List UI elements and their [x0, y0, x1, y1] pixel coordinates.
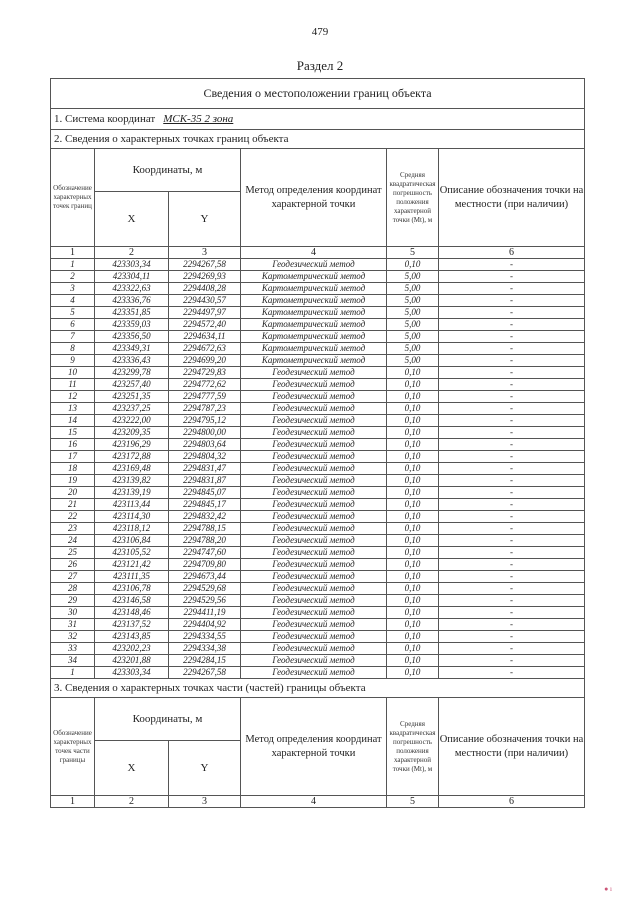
- method: Картометрический метод: [241, 319, 387, 331]
- point-number: 26: [51, 559, 95, 571]
- error: 0,10: [387, 523, 439, 535]
- coord-y: 2294529,68: [169, 583, 241, 595]
- method: Картометрический метод: [241, 355, 387, 367]
- section-title: Раздел 2: [296, 58, 344, 73]
- table-row: [51, 547, 585, 559]
- error: 0,10: [387, 463, 439, 475]
- error: 5,00: [387, 355, 439, 367]
- method: Картометрический метод: [241, 271, 387, 283]
- error: 0,10: [387, 655, 439, 667]
- description: -: [439, 415, 585, 427]
- column-numbers-row: [51, 247, 585, 259]
- error: 0,10: [387, 559, 439, 571]
- error: 0,10: [387, 367, 439, 379]
- coord-x: 423336,43: [95, 355, 169, 367]
- description: -: [439, 643, 585, 655]
- point-number: 4: [51, 295, 95, 307]
- error: 5,00: [387, 319, 439, 331]
- coord-system-row: [51, 109, 585, 130]
- table-row: [51, 343, 585, 355]
- description: -: [439, 619, 585, 631]
- error: 5,00: [387, 271, 439, 283]
- method: Геодезический метод: [241, 547, 387, 559]
- point-number: 34: [51, 655, 95, 667]
- point-number: 33: [51, 643, 95, 655]
- point-number: 28: [51, 583, 95, 595]
- description: -: [439, 667, 585, 679]
- coord-y: 2294672,63: [169, 343, 241, 355]
- table-row: [51, 403, 585, 415]
- coord-y: 2294269,93: [169, 271, 241, 283]
- description: -: [439, 307, 585, 319]
- point-number: 32: [51, 631, 95, 643]
- column-number: 4: [241, 247, 387, 259]
- corner-mark: ● ı: [604, 885, 612, 893]
- method: Геодезический метод: [241, 511, 387, 523]
- coord-x: 423257,40: [95, 379, 169, 391]
- error: 0,10: [387, 379, 439, 391]
- table-row: [51, 559, 585, 571]
- description: -: [439, 367, 585, 379]
- description: -: [439, 331, 585, 343]
- coord-y: 2294411,19: [169, 607, 241, 619]
- error: 0,10: [387, 511, 439, 523]
- table-row: [51, 511, 585, 523]
- description: -: [439, 463, 585, 475]
- coord-x: 423106,78: [95, 583, 169, 595]
- table-row: [51, 571, 585, 583]
- coord-y: 2294831,47: [169, 463, 241, 475]
- point-number: 15: [51, 427, 95, 439]
- description: -: [439, 559, 585, 571]
- coord-y: 2294845,17: [169, 499, 241, 511]
- coord-y: 2294747,60: [169, 547, 241, 559]
- method: Геодезический метод: [241, 607, 387, 619]
- description: -: [439, 547, 585, 559]
- point-number: 20: [51, 487, 95, 499]
- error: 0,10: [387, 391, 439, 403]
- coord-x: 423139,19: [95, 487, 169, 499]
- header-description: Описание обозначения точки на местности (при наличии): [439, 698, 585, 796]
- method: Геодезический метод: [241, 463, 387, 475]
- method: Геодезический метод: [241, 631, 387, 643]
- description: -: [439, 295, 585, 307]
- description: -: [439, 451, 585, 463]
- error: 0,10: [387, 487, 439, 499]
- header-y: Y: [169, 741, 241, 796]
- point-number: 25: [51, 547, 95, 559]
- coord-y: 2294699,20: [169, 355, 241, 367]
- header-method: Метод определения координат характерной точки: [241, 698, 387, 796]
- error: 0,10: [387, 499, 439, 511]
- table-row: [51, 463, 585, 475]
- coord-y: 2294334,55: [169, 631, 241, 643]
- point-number: 9: [51, 355, 95, 367]
- method: Геодезический метод: [241, 379, 387, 391]
- point-number: 1: [51, 667, 95, 679]
- error: 0,10: [387, 451, 439, 463]
- coord-x: 423336,76: [95, 295, 169, 307]
- table-row: [51, 595, 585, 607]
- coord-y: 2294267,58: [169, 667, 241, 679]
- coord-x: 423209,35: [95, 427, 169, 439]
- coord-x: 423146,58: [95, 595, 169, 607]
- method: Картометрический метод: [241, 331, 387, 343]
- method: Картометрический метод: [241, 343, 387, 355]
- table-row: [51, 259, 585, 271]
- coord-y: 2294529,56: [169, 595, 241, 607]
- coord-x: 423196,29: [95, 439, 169, 451]
- method: Геодезический метод: [241, 403, 387, 415]
- column-number: 2: [95, 247, 169, 259]
- table-row: [51, 295, 585, 307]
- description: -: [439, 391, 585, 403]
- header-method: Метод определения координат характерной точки: [241, 149, 387, 247]
- coord-y: 2294831,87: [169, 475, 241, 487]
- coord-y: 2294729,83: [169, 367, 241, 379]
- method: Геодезический метод: [241, 523, 387, 535]
- column-number: 6: [439, 796, 585, 808]
- coord-x: 423121,42: [95, 559, 169, 571]
- header-error: Средняя квадратическая погрешность положения характерной точки (Mt), м: [387, 698, 439, 796]
- table-row: [51, 391, 585, 403]
- coord-y: 2294788,15: [169, 523, 241, 535]
- description: -: [439, 355, 585, 367]
- description: -: [439, 535, 585, 547]
- point-number: 14: [51, 415, 95, 427]
- coord-x: 423111,35: [95, 571, 169, 583]
- coord-y: 2294408,28: [169, 283, 241, 295]
- coord-x: 423222,00: [95, 415, 169, 427]
- error: 5,00: [387, 295, 439, 307]
- header-x: X: [95, 741, 169, 796]
- point-number: 29: [51, 595, 95, 607]
- coord-x: 423201,88: [95, 655, 169, 667]
- column-number: 2: [95, 796, 169, 808]
- table-row: [51, 475, 585, 487]
- coord-y: 2294788,20: [169, 535, 241, 547]
- description: -: [439, 319, 585, 331]
- table-row: [51, 331, 585, 343]
- table-row: [51, 631, 585, 643]
- point-number: 5: [51, 307, 95, 319]
- method: Геодезический метод: [241, 259, 387, 271]
- method: Геодезический метод: [241, 415, 387, 427]
- method: Геодезический метод: [241, 427, 387, 439]
- point-number: 23: [51, 523, 95, 535]
- method: Картометрический метод: [241, 283, 387, 295]
- point-number: 18: [51, 463, 95, 475]
- point-number: 3: [51, 283, 95, 295]
- coord-y: 2294803,64: [169, 439, 241, 451]
- coord-x: 423322,63: [95, 283, 169, 295]
- error: 0,10: [387, 607, 439, 619]
- table-row: [51, 523, 585, 535]
- coord-y: 2294284,15: [169, 655, 241, 667]
- description: -: [439, 379, 585, 391]
- method: Геодезический метод: [241, 475, 387, 487]
- coord-x: 423359,03: [95, 319, 169, 331]
- coord-x: 423114,30: [95, 511, 169, 523]
- point-number: 7: [51, 331, 95, 343]
- header-y: Y: [169, 192, 241, 247]
- coord-y: 2294572,40: [169, 319, 241, 331]
- error: 5,00: [387, 343, 439, 355]
- coord-system-label: 1. Система координат: [54, 113, 156, 125]
- section3-title: 3. Сведения о характерных точках части (частей) границы объекта: [51, 679, 585, 698]
- point-number: 8: [51, 343, 95, 355]
- table-row: [51, 427, 585, 439]
- coord-x: 423304,11: [95, 271, 169, 283]
- method: Геодезический метод: [241, 643, 387, 655]
- coord-x: 423172,88: [95, 451, 169, 463]
- column-numbers-row: [51, 796, 585, 808]
- coord-x: 423303,34: [95, 667, 169, 679]
- method: Геодезический метод: [241, 667, 387, 679]
- method: Геодезический метод: [241, 451, 387, 463]
- description: -: [439, 271, 585, 283]
- coord-y: 2294787,23: [169, 403, 241, 415]
- header-point-designation: Обозначение характерных точек границ: [51, 149, 95, 247]
- table-row: [51, 583, 585, 595]
- point-number: 31: [51, 619, 95, 631]
- coord-y: 2294795,12: [169, 415, 241, 427]
- coord-x: 423143,85: [95, 631, 169, 643]
- method: Геодезический метод: [241, 583, 387, 595]
- coord-x: 423202,23: [95, 643, 169, 655]
- description: -: [439, 343, 585, 355]
- point-number: 21: [51, 499, 95, 511]
- page-number: 479: [311, 26, 329, 38]
- coord-x: 423105,52: [95, 547, 169, 559]
- method: Картометрический метод: [241, 295, 387, 307]
- header-coordinates: Координаты, м: [95, 149, 241, 192]
- coord-y: 2294845,07: [169, 487, 241, 499]
- description: -: [439, 427, 585, 439]
- coord-y: 2294404,92: [169, 619, 241, 631]
- description: -: [439, 571, 585, 583]
- coord-y: 2294497,97: [169, 307, 241, 319]
- coord-y: 2294334,38: [169, 643, 241, 655]
- table-row: [51, 643, 585, 655]
- table-title: Сведения о местоположении границ объекта: [51, 79, 585, 109]
- point-number: 19: [51, 475, 95, 487]
- error: 0,10: [387, 595, 439, 607]
- error: 0,10: [387, 619, 439, 631]
- column-number: 4: [241, 796, 387, 808]
- description: -: [439, 595, 585, 607]
- coord-x: 423251,35: [95, 391, 169, 403]
- coord-x: 423237,25: [95, 403, 169, 415]
- table-row: [51, 307, 585, 319]
- table-row: [51, 667, 585, 679]
- description: -: [439, 487, 585, 499]
- error: 5,00: [387, 307, 439, 319]
- point-number: 30: [51, 607, 95, 619]
- table-row: [51, 487, 585, 499]
- error: 0,10: [387, 439, 439, 451]
- point-number: 11: [51, 379, 95, 391]
- method: Картометрический метод: [241, 307, 387, 319]
- table-row: [51, 535, 585, 547]
- coord-y: 2294804,32: [169, 451, 241, 463]
- coord-y: 2294832,42: [169, 511, 241, 523]
- error: 0,10: [387, 535, 439, 547]
- coord-y: 2294800,00: [169, 427, 241, 439]
- method: Геодезический метод: [241, 487, 387, 499]
- description: -: [439, 655, 585, 667]
- coord-y: 2294673,44: [169, 571, 241, 583]
- table-row: [51, 319, 585, 331]
- point-number: 1: [51, 259, 95, 271]
- column-number: 1: [51, 247, 95, 259]
- description: -: [439, 403, 585, 415]
- column-number: 6: [439, 247, 585, 259]
- point-number: 2: [51, 271, 95, 283]
- coord-x: 423137,52: [95, 619, 169, 631]
- table-row: [51, 655, 585, 667]
- method: Геодезический метод: [241, 439, 387, 451]
- error: 0,10: [387, 583, 439, 595]
- error: 5,00: [387, 283, 439, 295]
- header-x: X: [95, 192, 169, 247]
- table-row: [51, 379, 585, 391]
- description: -: [439, 499, 585, 511]
- column-number: 3: [169, 247, 241, 259]
- coord-x: 423148,46: [95, 607, 169, 619]
- point-number: 10: [51, 367, 95, 379]
- table-row: [51, 355, 585, 367]
- point-number: 17: [51, 451, 95, 463]
- point-number: 16: [51, 439, 95, 451]
- table-row: [51, 451, 585, 463]
- method: Геодезический метод: [241, 499, 387, 511]
- method: Геодезический метод: [241, 367, 387, 379]
- coord-y: 2294634,11: [169, 331, 241, 343]
- point-number: 6: [51, 319, 95, 331]
- error: 0,10: [387, 403, 439, 415]
- section2-title: 2. Сведения о характерных точках границ объекта: [51, 130, 585, 149]
- table-row: [51, 271, 585, 283]
- coord-x: 423139,82: [95, 475, 169, 487]
- header-part-point-designation: Обозначение характерных точек части границы: [51, 698, 95, 796]
- description: -: [439, 439, 585, 451]
- coord-x: 423356,50: [95, 331, 169, 343]
- column-number: 3: [169, 796, 241, 808]
- coord-y: 2294267,58: [169, 259, 241, 271]
- coord-y: 2294777,59: [169, 391, 241, 403]
- method: Геодезический метод: [241, 391, 387, 403]
- point-number: 13: [51, 403, 95, 415]
- error: 0,10: [387, 571, 439, 583]
- table-row: [51, 499, 585, 511]
- point-number: 24: [51, 535, 95, 547]
- method: Геодезический метод: [241, 571, 387, 583]
- coord-x: 423349,31: [95, 343, 169, 355]
- coord-x: 423351,85: [95, 307, 169, 319]
- table-row: [51, 607, 585, 619]
- coord-x: 423169,48: [95, 463, 169, 475]
- method: Геодезический метод: [241, 619, 387, 631]
- column-number: 1: [51, 796, 95, 808]
- error: 0,10: [387, 667, 439, 679]
- method: Геодезический метод: [241, 655, 387, 667]
- description: -: [439, 523, 585, 535]
- description: -: [439, 607, 585, 619]
- coord-y: 2294709,80: [169, 559, 241, 571]
- point-number: 27: [51, 571, 95, 583]
- table-row: [51, 439, 585, 451]
- error: 0,10: [387, 547, 439, 559]
- error: 0,10: [387, 475, 439, 487]
- description: -: [439, 631, 585, 643]
- error: 5,00: [387, 331, 439, 343]
- error: 0,10: [387, 427, 439, 439]
- method: Геодезический метод: [241, 559, 387, 571]
- table-row: [51, 415, 585, 427]
- coord-system-value: МСК-35 2 зона: [163, 113, 234, 125]
- description: -: [439, 475, 585, 487]
- coord-x: 423113,44: [95, 499, 169, 511]
- coord-x: 423299,78: [95, 367, 169, 379]
- column-number: 5: [387, 247, 439, 259]
- error: 0,10: [387, 259, 439, 271]
- method: Геодезический метод: [241, 595, 387, 607]
- coord-x: 423106,84: [95, 535, 169, 547]
- column-number: 5: [387, 796, 439, 808]
- header-error: Средняя квадратическая погрешность положения характерной точки (Mt), м: [387, 149, 439, 247]
- coord-y: 2294430,57: [169, 295, 241, 307]
- header-description: Описание обозначения точки на местности (при наличии): [439, 149, 585, 247]
- table-row: [51, 283, 585, 295]
- header-coordinates: Координаты, м: [95, 698, 241, 741]
- method: Геодезический метод: [241, 535, 387, 547]
- coord-x: 423118,12: [95, 523, 169, 535]
- error: 0,10: [387, 415, 439, 427]
- description: -: [439, 583, 585, 595]
- table-row: [51, 619, 585, 631]
- error: 0,10: [387, 631, 439, 643]
- description: -: [439, 259, 585, 271]
- description: -: [439, 511, 585, 523]
- point-number: 12: [51, 391, 95, 403]
- point-number: 22: [51, 511, 95, 523]
- boundary-table: [50, 78, 585, 808]
- table-row: [51, 367, 585, 379]
- coord-x: 423303,34: [95, 259, 169, 271]
- error: 0,10: [387, 643, 439, 655]
- description: -: [439, 283, 585, 295]
- coord-y: 2294772,62: [169, 379, 241, 391]
